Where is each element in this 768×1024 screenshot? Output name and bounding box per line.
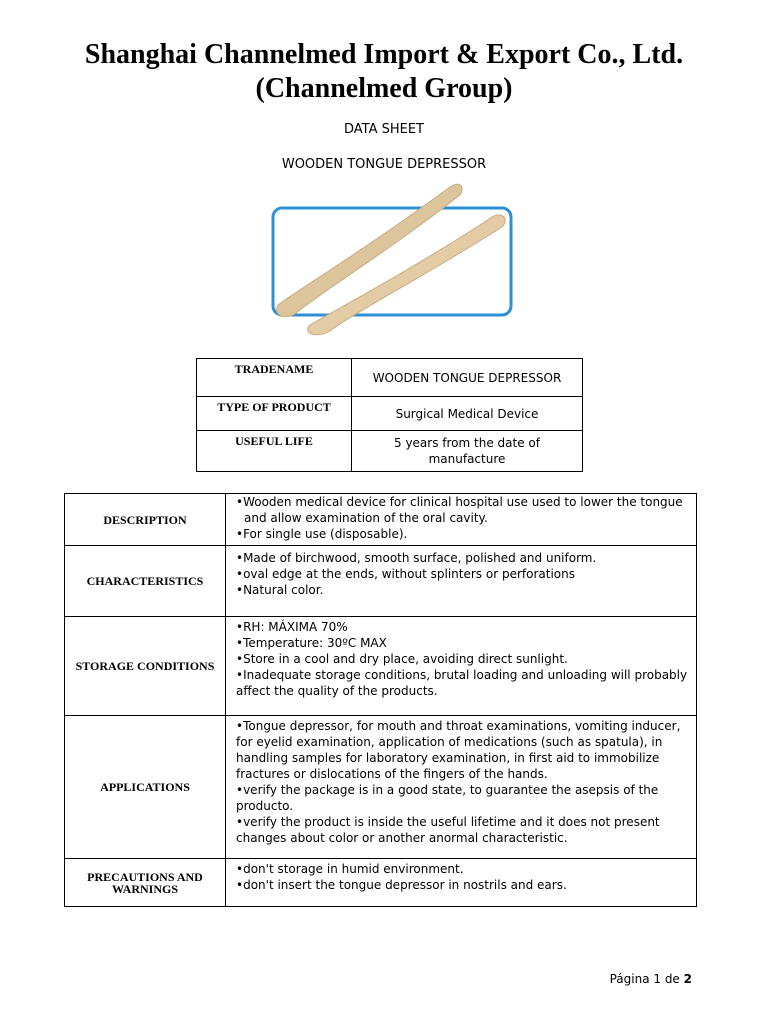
list-item: •Made of birchwood, smooth surface, polished and uniform. (236, 551, 597, 565)
description-label: DESCRIPTION (65, 494, 226, 546)
page-number (610, 972, 692, 986)
type-of-product-label: TYPE OF PRODUCT (197, 397, 352, 431)
list-item: •RH: MÁXIMA 70% (236, 620, 348, 634)
list-item: •Store in a cool and dry place, avoiding direct sunlight. (236, 652, 568, 666)
applications-label: APPLICATIONS (65, 716, 226, 859)
list-item: •For single use (disposable). (236, 527, 408, 541)
list-item: •Tongue depressor, for mouth and throat examinations, vomiting inducer, for eyelid examination, application of medications (such as spatula), in handling samples for laboratory examination, in first aid to immobilize fractures or dislocations of the fingers of the hands. (236, 719, 681, 781)
product-info-table (196, 358, 583, 472)
storage-conditions-label: STORAGE CONDITIONS (65, 617, 226, 716)
page-total: 2 (683, 972, 692, 986)
tradename-label: TRADENAME (197, 359, 352, 397)
useful-life-label: USEFUL LIFE (197, 431, 352, 472)
specifications-table (64, 493, 697, 907)
list-item: •verify the product is inside the useful lifetime and it does not present changes about color or another anormal characteristic. (236, 815, 660, 845)
company-name-line2: (Channelmed Group) (255, 73, 513, 104)
table-row (65, 859, 697, 907)
list-item: •oval edge at the ends, without splinters or perforations (236, 567, 575, 581)
list-item: •don't storage in humid environment. (236, 862, 464, 876)
applications-content (226, 716, 697, 859)
list-item: •verify the package is in a good state, to guarantee the asepsis of the producto. (236, 783, 659, 813)
table-row (65, 617, 697, 716)
storage-conditions-content (226, 617, 697, 716)
tradename-value: WOODEN TONGUE DEPRESSOR (352, 359, 583, 397)
description-content (226, 494, 697, 546)
table-row (65, 716, 697, 859)
table-row (65, 494, 697, 546)
type-of-product-value: Surgical Medical Device (352, 397, 583, 431)
document-type: DATA SHEET (343, 122, 425, 137)
table-row (65, 546, 697, 617)
precautions-label: PRECAUTIONS AND WARNINGS (65, 859, 226, 907)
company-name (0, 38, 768, 106)
company-name-line1: Shanghai Channelmed Import & Export Co., Ltd. (84, 39, 684, 70)
table-row (197, 397, 583, 431)
tongue-depressor-image (270, 175, 520, 340)
list-item: •Natural color. (236, 583, 324, 597)
list-item: •Wooden medical device for clinical hospital use used to lower the tongue and allow examination of the oral cavity. (236, 495, 683, 525)
list-item: •Inadequate storage conditions, brutal loading and unloading will probably affect the quality of the products. (236, 668, 688, 698)
characteristics-content (226, 546, 697, 617)
characteristics-label: CHARACTERISTICS (65, 546, 226, 617)
table-row (197, 431, 583, 472)
page-number-prefix: Página 1 de (609, 972, 684, 986)
list-item: •Temperature: 30ºC MAX (236, 636, 387, 650)
product-title: WOODEN TONGUE DEPRESSOR (281, 157, 487, 172)
table-row (197, 359, 583, 397)
useful-life-value: 5 years from the date of manufacture (352, 431, 583, 472)
precautions-content (226, 859, 697, 907)
list-item: •don't insert the tongue depressor in nostrils and ears. (236, 878, 567, 892)
